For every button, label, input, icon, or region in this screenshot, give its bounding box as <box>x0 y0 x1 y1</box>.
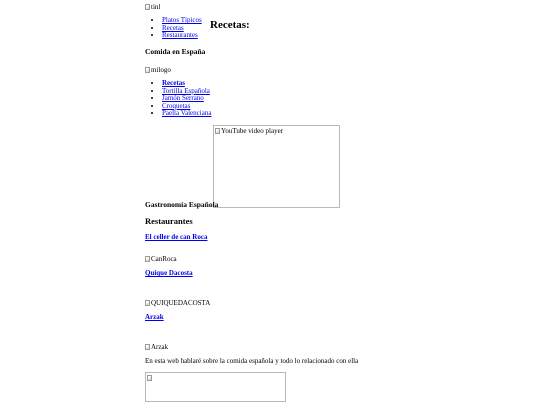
site-logo-alt: tinl <box>151 3 161 11</box>
site-logo-image <box>145 3 160 11</box>
restaurant-image-alt: QUIQUEDACOSTA <box>151 299 211 307</box>
broken-image-icon <box>145 256 150 262</box>
secondary-logo-alt: milogo <box>151 66 171 74</box>
broken-image-icon <box>215 128 220 134</box>
main-nav-item-restaurantes <box>162 32 202 40</box>
broken-image-icon <box>145 67 150 73</box>
site-title: Comida en España <box>145 47 206 56</box>
recipe-nav-link-paella[interactable]: Paella Valenciana <box>162 109 212 118</box>
restaurant-image-can-roca <box>145 255 177 263</box>
recipe-nav-link-croquetas[interactable]: Croquetas <box>162 101 191 110</box>
broken-image-icon <box>145 344 150 350</box>
main-nav-link-restaurantes[interactable]: Restaurantes <box>162 31 198 40</box>
recipe-nav <box>146 80 211 118</box>
restaurant-image-arzak <box>145 343 168 351</box>
gastronomia-label: Gastronomía Española <box>145 200 219 209</box>
main-nav-link-platos[interactable]: Platos Típicos <box>162 16 202 24</box>
recipe-nav-link-recetas[interactable]: Recetas <box>162 79 185 87</box>
restaurant-image-quique-dacosta <box>145 299 210 307</box>
restaurant-image-alt: CanRoca <box>151 255 177 263</box>
video-placeholder <box>215 127 283 135</box>
broken-image-icon <box>145 4 150 10</box>
recipe-nav-item-paella <box>162 110 211 118</box>
recetas-heading: Recetas: <box>210 19 250 31</box>
restaurant-link-can-roca[interactable]: El celler de can Roca <box>145 233 208 241</box>
main-nav-link-recetas[interactable]: Recetas <box>162 23 184 32</box>
footer-description: En esta web hablaré sobre la comida española y todo lo relacionado con ella <box>145 357 359 365</box>
recipe-nav-link-tortilla[interactable]: Tortilla Española <box>162 86 210 95</box>
restaurant-link-quique-dacosta[interactable]: Quique Dacosta <box>145 269 193 277</box>
restaurant-link-arzak[interactable]: Arzak <box>145 313 164 321</box>
main-nav <box>146 17 202 40</box>
broken-image-icon <box>147 375 152 381</box>
restaurants-heading: Restaurantes <box>145 216 193 226</box>
broken-image-icon <box>145 300 150 306</box>
video-alt-text: YouTube video player <box>221 127 284 135</box>
embedded-frame[interactable] <box>145 372 286 402</box>
recipe-nav-link-jamon[interactable]: Jamón Serrano <box>162 94 204 103</box>
restaurant-image-alt: Arzak <box>151 343 169 351</box>
youtube-video-player[interactable] <box>213 125 340 208</box>
secondary-logo-image <box>145 66 171 74</box>
